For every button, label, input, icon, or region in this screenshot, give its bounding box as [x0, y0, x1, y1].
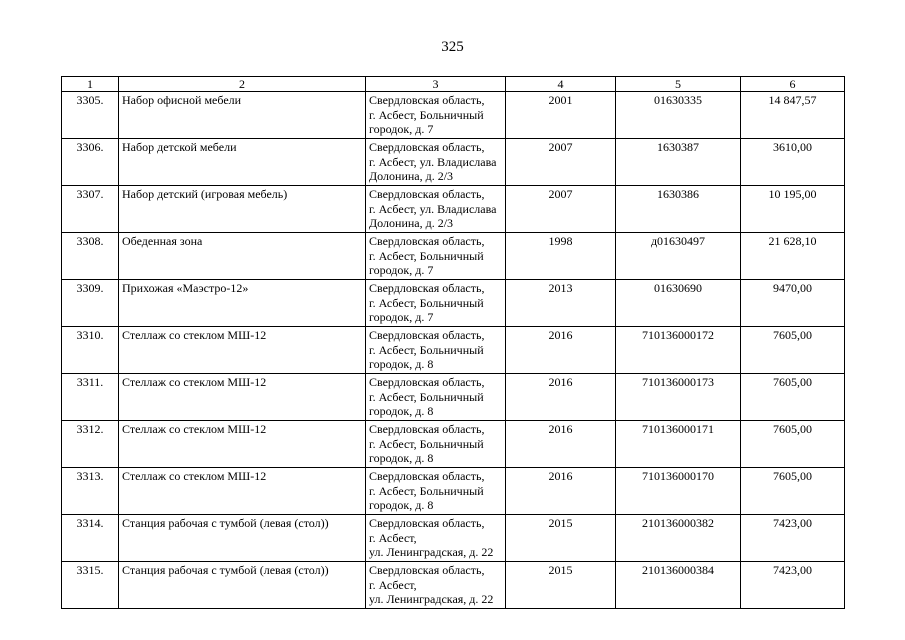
address-line: Свердловская область, [369, 281, 485, 295]
header-col-5: 5 [616, 77, 741, 92]
address-line: г. Асбест, Больничный [369, 107, 484, 122]
address-line: г. Асбест, [369, 577, 417, 592]
item-year: 2001 [506, 92, 616, 139]
page-number: 325 [441, 39, 464, 55]
item-year: 2016 [506, 327, 616, 374]
inventory-number: 710136000170 [616, 468, 741, 515]
item-address [366, 186, 506, 233]
address-line: г. Асбест, Больничный [369, 295, 484, 310]
item-year: 2016 [506, 468, 616, 515]
item-year: 2015 [506, 515, 616, 562]
address-line: Свердловская область, [369, 516, 485, 530]
table-row [62, 327, 845, 374]
address-line: Долонина, д. 2/3 [369, 216, 454, 230]
item-name: Станция рабочая с тумбой (левая (стол)) [119, 515, 366, 562]
table-body [62, 92, 845, 609]
inventory-number: д01630497 [616, 233, 741, 280]
address-line: Свердловская область, [369, 234, 485, 248]
item-address [366, 562, 506, 609]
table-row [62, 139, 845, 186]
item-address [366, 374, 506, 421]
address-line: Свердловская область, [369, 375, 485, 389]
item-address [366, 421, 506, 468]
item-address [366, 327, 506, 374]
address-line: ул. Ленинградская, д. 22 [369, 592, 494, 606]
table-row [62, 468, 845, 515]
table-row [62, 421, 845, 468]
inventory-number: 210136000384 [616, 562, 741, 609]
address-line: городок, д. 8 [369, 498, 434, 512]
inventory-number: 01630335 [616, 92, 741, 139]
address-line: г. Асбест, Больничный [369, 342, 484, 357]
row-number: 3308. [62, 233, 119, 280]
item-cost: 7605,00 [741, 468, 845, 515]
row-number: 3315. [62, 562, 119, 609]
address-line: городок, д. 7 [369, 263, 434, 277]
header-col-2: 2 [119, 77, 366, 92]
inventory-number: 710136000172 [616, 327, 741, 374]
address-line: Свердловская область, [369, 93, 485, 107]
item-cost: 7605,00 [741, 327, 845, 374]
table-header [62, 77, 845, 92]
item-cost: 9470,00 [741, 280, 845, 327]
address-line: городок, д. 8 [369, 451, 434, 465]
item-cost: 3610,00 [741, 139, 845, 186]
table-row [62, 515, 845, 562]
item-year: 2013 [506, 280, 616, 327]
address-line: г. Асбест, Больничный [369, 248, 484, 263]
item-year: 1998 [506, 233, 616, 280]
table-row [62, 92, 845, 139]
inventory-number: 1630386 [616, 186, 741, 233]
row-number: 3310. [62, 327, 119, 374]
inventory-number: 710136000173 [616, 374, 741, 421]
row-number: 3313. [62, 468, 119, 515]
item-address [366, 515, 506, 562]
item-cost: 10 195,00 [741, 186, 845, 233]
property-registry-table [61, 76, 845, 609]
item-cost: 7423,00 [741, 515, 845, 562]
item-address [366, 280, 506, 327]
item-address [366, 139, 506, 186]
item-name: Набор детский (игровая мебель) [119, 186, 366, 233]
address-line: городок, д. 8 [369, 404, 434, 418]
table-row [62, 374, 845, 421]
item-address [366, 233, 506, 280]
item-year: 2015 [506, 562, 616, 609]
address-line: Свердловская область, [369, 187, 485, 201]
item-name: Станция рабочая с тумбой (левая (стол)) [119, 562, 366, 609]
inventory-number: 710136000171 [616, 421, 741, 468]
item-name: Стеллаж со стеклом МШ-12 [119, 327, 366, 374]
item-address [366, 468, 506, 515]
address-line: ул. Ленинградская, д. 22 [369, 545, 494, 559]
address-line: Свердловская область, [369, 328, 485, 342]
address-line: Свердловская область, [369, 469, 485, 483]
address-line: Свердловская область, [369, 563, 485, 577]
row-number: 3306. [62, 139, 119, 186]
address-line: г. Асбест, [369, 530, 417, 545]
item-cost: 7605,00 [741, 421, 845, 468]
table-row [62, 233, 845, 280]
inventory-number: 210136000382 [616, 515, 741, 562]
inventory-number: 1630387 [616, 139, 741, 186]
row-number: 3314. [62, 515, 119, 562]
row-number: 3309. [62, 280, 119, 327]
address-line: г. Асбест, Больничный [369, 436, 484, 451]
item-cost: 7605,00 [741, 374, 845, 421]
row-number: 3307. [62, 186, 119, 233]
item-cost: 21 628,10 [741, 233, 845, 280]
table-row [62, 280, 845, 327]
item-name: Прихожая «Маэстро-12» [119, 280, 366, 327]
row-number: 3305. [62, 92, 119, 139]
header-col-3: 3 [366, 77, 506, 92]
address-line: Долонина, д. 2/3 [369, 169, 454, 183]
item-year: 2016 [506, 374, 616, 421]
table-row [62, 186, 845, 233]
address-line: городок, д. 7 [369, 310, 434, 324]
item-year: 2007 [506, 186, 616, 233]
item-name: Стеллаж со стеклом МШ-12 [119, 468, 366, 515]
item-year: 2007 [506, 139, 616, 186]
address-line: городок, д. 7 [369, 122, 434, 136]
item-name: Стеллаж со стеклом МШ-12 [119, 421, 366, 468]
item-name: Обеденная зона [119, 233, 366, 280]
item-address [366, 92, 506, 139]
item-name: Стеллаж со стеклом МШ-12 [119, 374, 366, 421]
address-line: г. Асбест, Больничный [369, 483, 484, 498]
item-name: Набор детской мебели [119, 139, 366, 186]
header-col-1: 1 [62, 77, 119, 92]
table-row [62, 562, 845, 609]
header-col-4: 4 [506, 77, 616, 92]
item-name: Набор офисной мебели [119, 92, 366, 139]
inventory-number: 01630690 [616, 280, 741, 327]
item-year: 2016 [506, 421, 616, 468]
address-line: г. Асбест, ул. Владислава [369, 201, 497, 216]
item-cost: 7423,00 [741, 562, 845, 609]
address-line: г. Асбест, Больничный [369, 389, 484, 404]
item-cost: 14 847,57 [741, 92, 845, 139]
address-line: г. Асбест, ул. Владислава [369, 154, 497, 169]
header-row [62, 77, 845, 92]
header-col-6: 6 [741, 77, 845, 92]
row-number: 3312. [62, 421, 119, 468]
address-line: Свердловская область, [369, 422, 485, 436]
address-line: городок, д. 8 [369, 357, 434, 371]
address-line: Свердловская область, [369, 140, 485, 154]
row-number: 3311. [62, 374, 119, 421]
